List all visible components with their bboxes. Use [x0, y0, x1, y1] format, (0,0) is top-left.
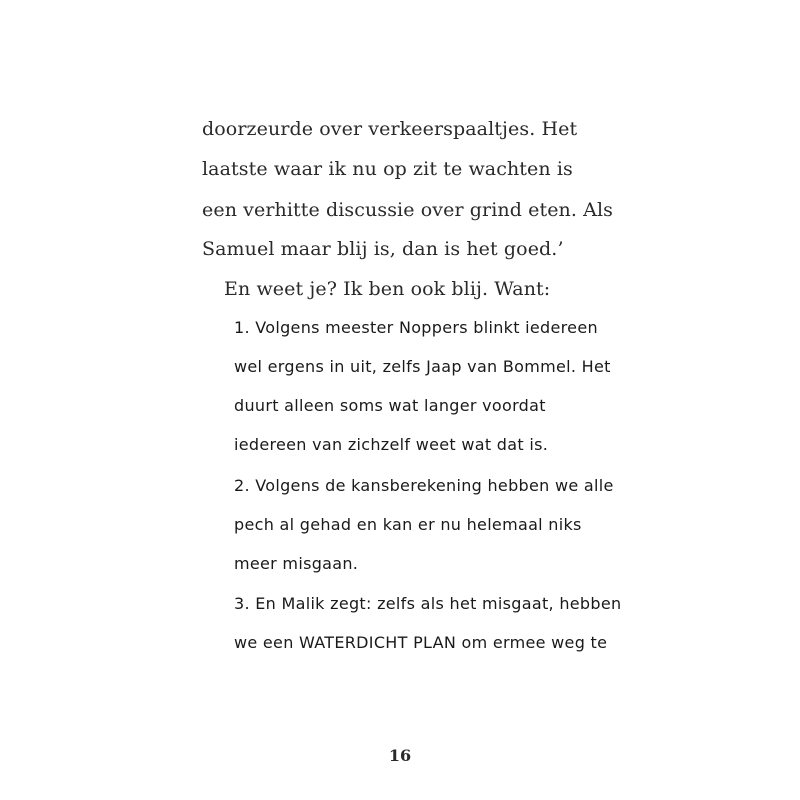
list-line: wel ergens in uit, zelfs Jaap van Bommel. Het	[234, 357, 611, 376]
list-line: duurt alleen soms wat langer voordat	[234, 396, 546, 415]
list-line: we een WATERDICHT PLAN om ermee weg te	[234, 633, 608, 652]
page-number: 16	[388, 746, 412, 765]
prose-line: Samuel maar blij is, dan is het goed.’	[202, 238, 564, 260]
list-line: 3. En Malik zegt: zelfs als het misgaat, hebben	[234, 594, 622, 613]
list-line: 2. Volgens de kansberekening hebben we alle	[234, 476, 614, 495]
prose-line: een verhitte discussie over grind eten. Als	[202, 199, 614, 221]
list-line: iedereen van zichzelf weet wat dat is.	[234, 435, 549, 454]
list-line: pech al gehad en kan er nu helemaal niks	[234, 515, 582, 534]
prose-line: En weet je? Ik ben ook blij. Want:	[224, 278, 551, 300]
prose-line: laatste waar ik nu op zit te wachten is	[202, 158, 573, 180]
list-line: meer misgaan.	[234, 554, 359, 573]
prose-line: doorzeurde over verkeerspaaltjes. Het	[202, 118, 578, 140]
list-line: 1. Volgens meester Noppers blinkt iedereen	[234, 318, 598, 337]
